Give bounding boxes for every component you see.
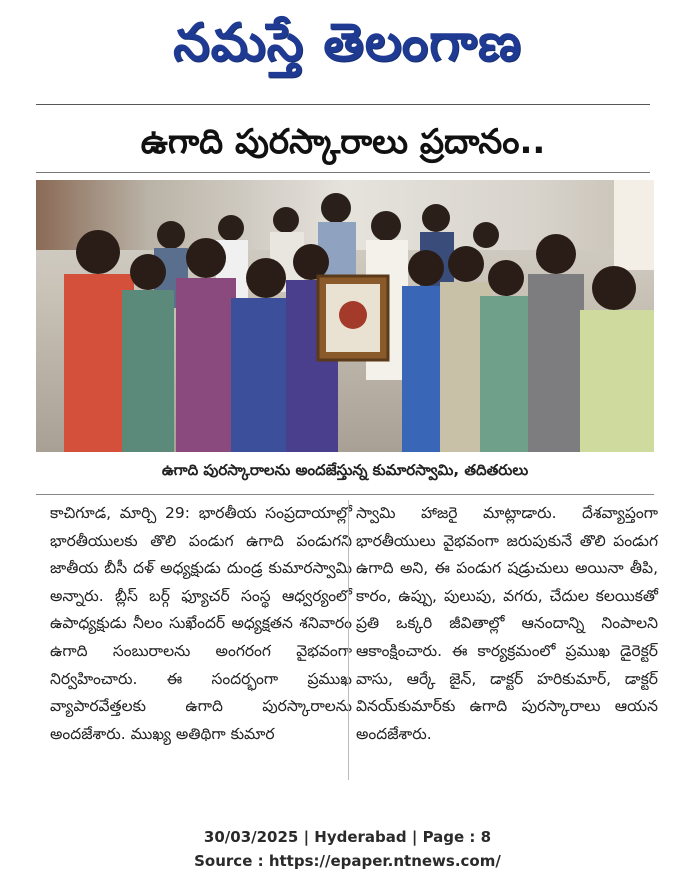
photo-caption: ఉగాది పురస్కారాలను అందజేస్తున్న కుమారస్వామి, తదితరులు	[161, 461, 529, 479]
footer-source: Source : https://epaper.ntnews.com/	[194, 852, 501, 870]
newspaper-masthead: నమస్తే తెలంగాణ	[173, 12, 522, 73]
headline-rule	[36, 172, 650, 173]
footer-date-edition: 30/03/2025 | Hyderabad | Page : 8	[203, 828, 492, 846]
group-photo-illustration	[36, 180, 654, 452]
masthead-rule	[36, 104, 650, 105]
article-headline: ఉగాది పురస్కారాలు ప్రదానం..	[140, 122, 546, 162]
article-text-left: కాచిగూడ, మార్చి 29: భారతీయ సంప్రదాయాల్లో భారతీయులకు తొలి పండుగ ఉగాది పండుగని జాతీయ బీసీ దళ్ అధ్యక్షుడు దుండ్ర కుమారస్వామి అన్నారు. బ్లీస్ బర్గ్ ఫ్యూచర్ సంస్థ ఆధ్వర్యంలో ఉపాధ్యక్షుడు నీలం సుఖేందర్ అధ్యక్షతన శనివారం ఉగాది సంబురాలను అంగరంగ వైభవంగా నిర్వహించారు. ఈ సందర్భంగా ప్రముఖ వ్యాపారవేత్తలకు ఉగాది పురస్కారాలను అందజేశారు. ముఖ్య అతిథిగా కుమార	[50, 504, 352, 743]
column-divider	[348, 500, 349, 780]
article-text-right: స్వామి హాజరై మాట్లాడారు. దేశవ్యాప్తంగా భారతీయులు వైభవంగా జరుపుకునే తొలి పండుగ ఉగాది అని, ఈ పండుగ షడ్రుచులు అయినా తీపి, కారం, ఉప్పు, పులుపు, వగరు, చేదుల కలయికతో ప్రతి ఒక్కరి జీవితాల్లో ఆనందాన్ని నింపాలని ఆకాంక్షించారు. ఈ కార్యక్రమంలో ప్రముఖ డైరెక్టర్ వాసు, ఆర్కే జైన్, డాక్టర్ హరికుమార్, డాక్టర్ వినయ్‌కుమార్‌కు ఉగాది పురస్కారాలు ఆయన అందజేశారు.	[356, 504, 658, 743]
article-column-left	[50, 500, 352, 790]
event-photo	[36, 180, 654, 452]
caption-rule	[36, 494, 654, 495]
article-column-right	[356, 500, 658, 790]
